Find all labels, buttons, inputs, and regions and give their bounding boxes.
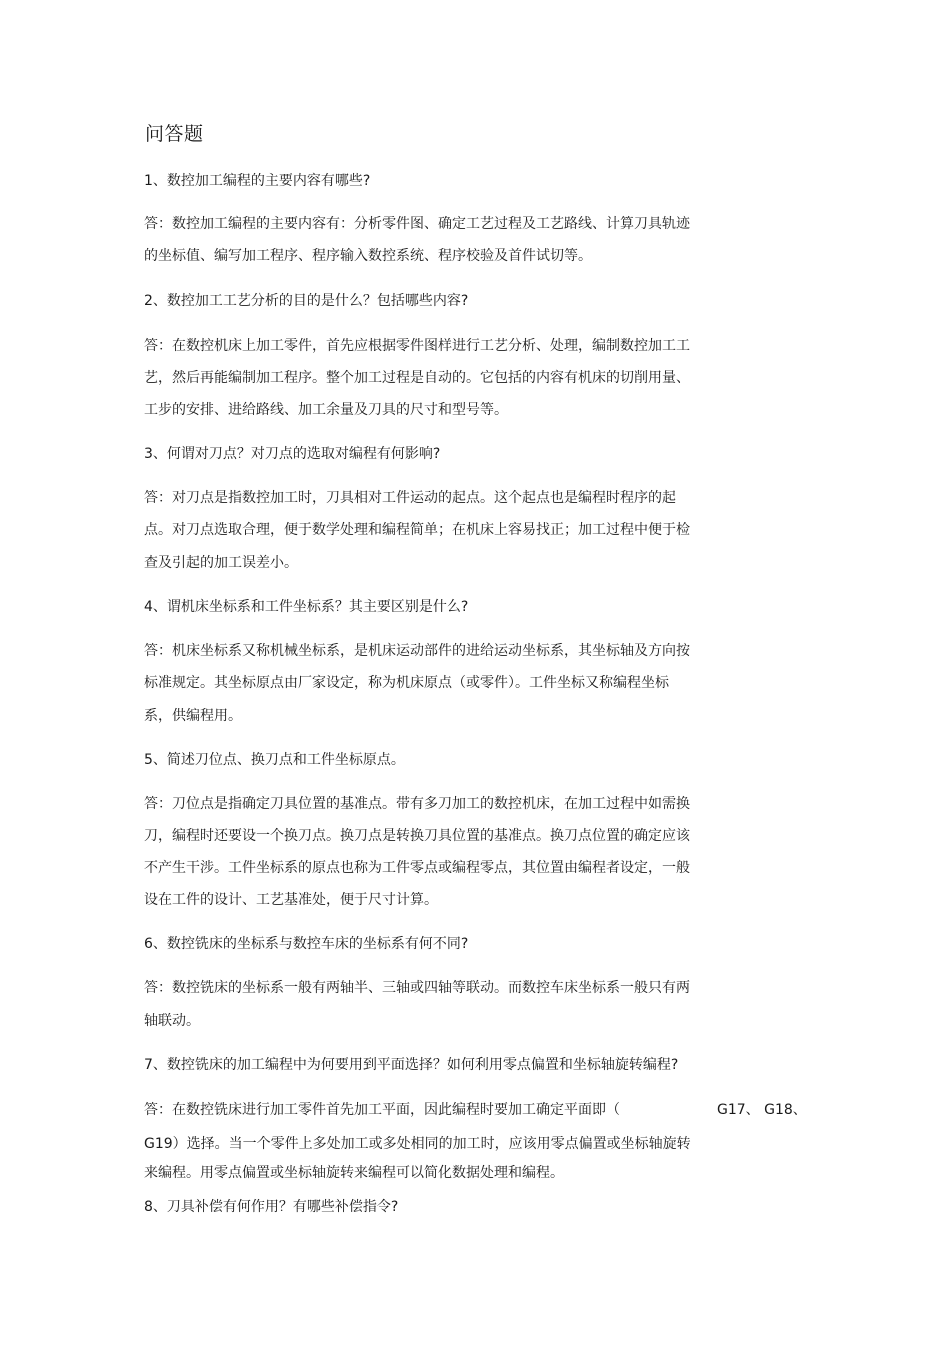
question-2: 2、数控加工工艺分析的目的是什么？包括哪些内容?: [144, 293, 469, 309]
question-8: 8、刀具补偿有何作用？有哪些补偿指令?: [144, 1199, 399, 1215]
answer-3-line-2: 点。对刀点选取合理，便于数学处理和编程简单；在机床上容易找正；加工过程中便于检: [144, 522, 690, 538]
answer-2-line-1: 答：在数控机床上加工零件，首先应根据零件图样进行工艺分析、处理，编制数控加工工: [144, 338, 690, 354]
question-3: 3、何谓对刀点？对刀点的选取对编程有何影响?: [144, 446, 441, 462]
question-5: 5、简述刀位点、换刀点和工件坐标原点。: [144, 752, 405, 768]
answer-7-line-1-left: 答：在数控铣床进行加工零件首先加工平面，因此编程时要加工确定平面即（: [144, 1102, 620, 1118]
answer-7-line-2: G19）选择。当一个零件上多处加工或多处相同的加工时，应该用零点偏置或坐标轴旋转: [144, 1136, 691, 1152]
answer-2-line-2: 艺，然后再能编制加工程序。整个加工过程是自动的。它包括的内容有机床的切削用量、: [144, 370, 690, 386]
answer-1-line-2: 的坐标值、编写加工程序、程序输入数控系统、程序校验及首件试切等。: [144, 248, 592, 264]
answer-7-line-1-right: G17、 G18、: [717, 1102, 807, 1118]
answer-7-line-3: 来编程。用零点偏置或坐标轴旋转来编程可以简化数据处理和编程。: [144, 1165, 564, 1181]
answer-3-line-1: 答：对刀点是指数控加工时，刀具相对工件运动的起点。这个起点也是编程时程序的起: [144, 490, 676, 506]
page-title: 问答题: [145, 123, 204, 145]
answer-4-line-3: 系，供编程用。: [144, 708, 242, 724]
answer-3-line-3: 查及引起的加工误差小。: [144, 555, 298, 571]
answer-5-line-2: 刀，编程时还要设一个换刀点。换刀点是转换刀具位置的基准点。换刀点位置的确定应该: [144, 828, 690, 844]
question-7: 7、数控铣床的加工编程中为何要用到平面选择？如何利用零点偏置和坐标轴旋转编程?: [144, 1057, 679, 1073]
answer-2-line-3: 工步的安排、进给路线、加工余量及刀具的尺寸和型号等。: [144, 402, 508, 418]
question-1: 1、数控加工编程的主要内容有哪些?: [144, 173, 371, 189]
answer-5-line-4: 设在工件的设计、工艺基准处，便于尺寸计算。: [144, 892, 438, 908]
answer-4-line-2: 标准规定。其坐标原点由厂家设定，称为机床原点（或零件）。工件坐标又称编程坐标: [144, 675, 669, 691]
answer-5-line-3: 不产生干涉。工件坐标系的原点也称为工件零点或编程零点，其位置由编程者设定，一般: [144, 860, 690, 876]
answer-6-line-1: 答：数控铣床的坐标系一般有两轴半、三轴或四轴等联动。而数控车床坐标系一般只有两: [144, 980, 690, 996]
answer-1-line-1: 答：数控加工编程的主要内容有：分析零件图、确定工艺过程及工艺路线、计算刀具轨迹: [144, 216, 690, 232]
answer-4-line-1: 答：机床坐标系又称机械坐标系，是机床运动部件的进给运动坐标系，其坐标轴及方向按: [144, 643, 690, 659]
answer-6-line-2: 轴联动。: [144, 1013, 200, 1029]
answer-5-line-1: 答：刀位点是指确定刀具位置的基准点。带有多刀加工的数控机床，在加工过程中如需换: [144, 796, 690, 812]
question-4: 4、谓机床坐标系和工件坐标系？其主要区别是什么?: [144, 599, 469, 615]
question-6: 6、数控铣床的坐标系与数控车床的坐标系有何不同?: [144, 936, 469, 952]
